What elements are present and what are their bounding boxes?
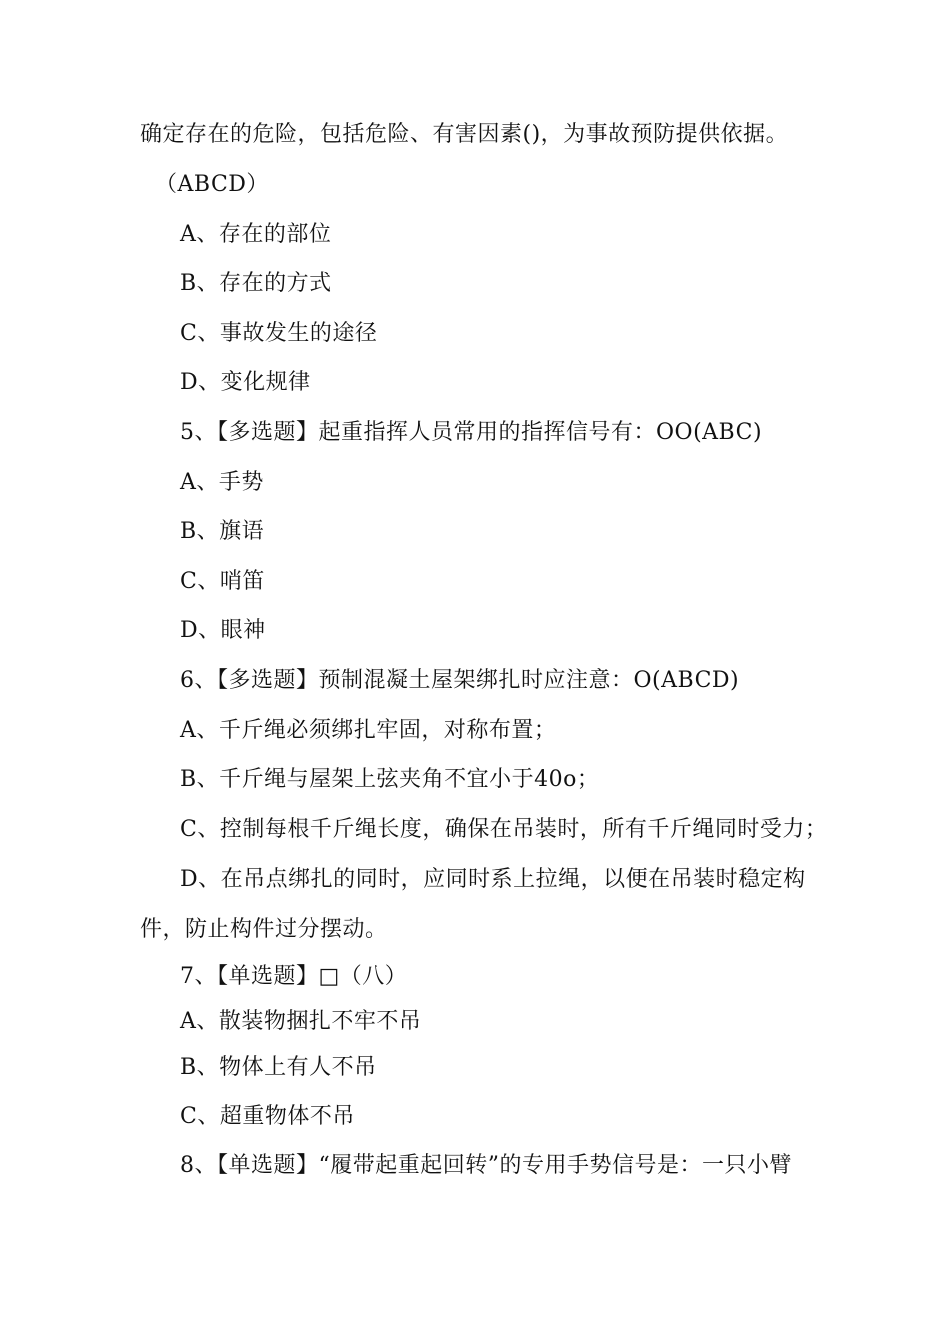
question-6: 6、【多选题】预制混凝土屋架绑扎时应注意：O(ABCD): [180, 668, 740, 693]
option-b: B、存在的方式: [180, 271, 332, 296]
question-8: 8、【单选题】“履带起重起回转”的专用手势信号是：一只小臂: [180, 1153, 792, 1178]
option-b: B、物体上有人不吊: [180, 1055, 377, 1080]
option-c: C、超重物体不吊: [180, 1104, 355, 1129]
option-c: C、控制每根千斤绳长度，确保在吊装时，所有千斤绳同时受力；: [180, 817, 828, 842]
answer-key: （ABCD）: [155, 172, 269, 197]
option-d: D、眼神: [180, 618, 266, 643]
option-b: B、千斤绳与屋架上弦夹角不宜小于40o；: [180, 767, 600, 792]
option-a: A、手势: [180, 470, 264, 495]
option-c: C、事故发生的途径: [180, 321, 378, 346]
option-d: D、在吊点绑扎的同时，应同时系上拉绳，以便在吊装时稳定构: [180, 867, 806, 892]
option-c: C、哨笛: [180, 569, 265, 594]
option-b: B、旗语: [180, 519, 265, 544]
option-d-continuation: 件，防止构件过分摆动。: [140, 917, 388, 942]
option-a: A、千斤绳必须绑扎牢固，对称布置；: [180, 718, 557, 743]
question-5: 5、【多选题】起重指挥人员常用的指挥信号有：OO(ABC): [180, 420, 763, 445]
question-7: 7、【单选题】□（八）: [180, 964, 408, 989]
option-a: A、存在的部位: [180, 222, 332, 247]
option-a: A、散装物捆扎不牢不吊: [180, 1009, 422, 1034]
option-d: D、变化规律: [180, 370, 311, 395]
question-stem-continuation: 确定存在的危险，包括危险、有害因素()，为事故预防提供依据。: [140, 122, 789, 147]
